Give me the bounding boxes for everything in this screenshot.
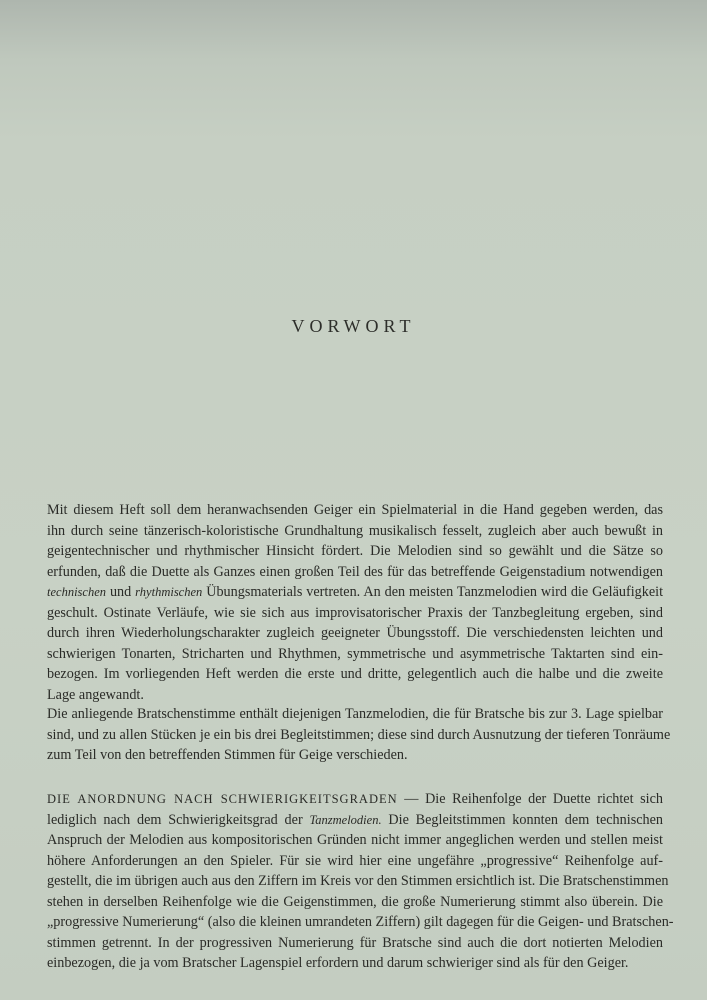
text-line <box>47 810 663 831</box>
text-line: durch ihren Wiederholungscharakter zugleich geeigneter Übungsstoff. Die verschiedensten leichten und <box>47 625 663 641</box>
text-line: sind, und zu allen Stücken je ein bis drei Begleitstimmen; diese sind durch Ausnutzung der tieferen Tonräume <box>47 726 671 743</box>
text-line <box>47 789 663 810</box>
text-line: stehen in derselben Reihenfolge wie die Geigenstimmen, die große Numerierung stimmt also überein. Die <box>47 893 663 910</box>
text-line: einbezogen, die ja vom Bratscher Lagenspiel erfordern und darum schwieriger sind als für den Geiger. <box>47 955 629 971</box>
text-line: bezogen. Im vorliegenden Heft werden die erste und dritte, gelegentlich auch die halbe und die zweite <box>47 666 663 682</box>
text-fragment: Die Begleitstimmen konnten dem technischen <box>381 811 663 828</box>
text-line: Mit diesem Heft soll dem heranwachsenden Geiger ein Spielmaterial in die Hand gegeben werden, das <box>47 502 663 518</box>
text-line <box>47 582 663 603</box>
text-line: Die anliegende Bratschenstimme enthält diejenigen Tanzmelodien, die für Bratsche bis zur 3. Lage spielbar <box>47 706 663 722</box>
text-fragment: Übungsmaterials vertreten. An den meisten Tanzmelodien wird die Geläufigkeit <box>202 584 664 600</box>
text-line: höhere Anforderungen an den Spieler. Für sie wird hier eine ungefähre „progressive“ Reihenfolge auf- <box>47 852 663 869</box>
text-line: zum Teil von den betreffenden Stimmen für Geige verschieden. <box>47 747 408 763</box>
paragraph-ordering <box>47 789 674 974</box>
text-fragment: lediglich nach dem Schwierigkeitsgrad der <box>47 811 310 828</box>
text-line: geschult. Ostinate Verläufe, wie sie sich aus improvisatorischer Praxis der Tanzbegleitung ergeben, sind <box>47 604 663 621</box>
text-line: gestellt, die im übrigen auch aus den Ziffern im Kreis vor den Stimmen ersichtlich ist. Die Bratschenstimmen <box>47 873 669 889</box>
italic-term: Tanzmelodien. <box>309 812 382 827</box>
text-line: Lage angewandt. <box>47 686 144 703</box>
page-title: VORWORT <box>291 316 416 336</box>
text-fragment: und <box>106 584 136 600</box>
paragraph-intro <box>47 500 663 705</box>
text-line: ihn durch seine tänzerisch-koloristische Grundhaltung musikalisch fesselt, zugleich aber auch bewußt in <box>47 522 663 539</box>
text-fragment: — Die Reihenfolge der Duette richtet sich <box>397 791 663 807</box>
text-line: Anspruch der Melodien aus kompositorischen Gründen nicht immer angeglichen werden und stellen meist <box>47 832 663 848</box>
text-line: erfunden, daß die Duette als Ganzes einen großen Teil des für das betreffende Geigenstadium notwendigen <box>47 563 663 580</box>
text-line: stimmen getrennt. In der progressiven Numerierung für Bratsche sind auch die dort notierten Melodien <box>47 934 663 951</box>
paragraph-viola <box>47 704 671 766</box>
italic-term: rhythmischen <box>135 585 203 599</box>
text-line: schwierigen Tonarten, Stricharten und Rhythmen, symmetrische und asymmetrische Taktarten sind ein- <box>47 645 663 662</box>
section-heading: DIE ANORDNUNG NACH SCHWIERIGKEITSGRADEN <box>47 792 398 806</box>
text-line: „progressive Numerierung“ (also die kleinen umrandeten Ziffern) gilt dagegen für die Geigen- und Bratschen- <box>47 914 674 930</box>
text-line: geigentechnischer und rhythmischer Hinsicht fördert. Die Melodien sind so gewählt und die Sätze so <box>47 543 663 559</box>
italic-term: technischen <box>47 585 107 599</box>
